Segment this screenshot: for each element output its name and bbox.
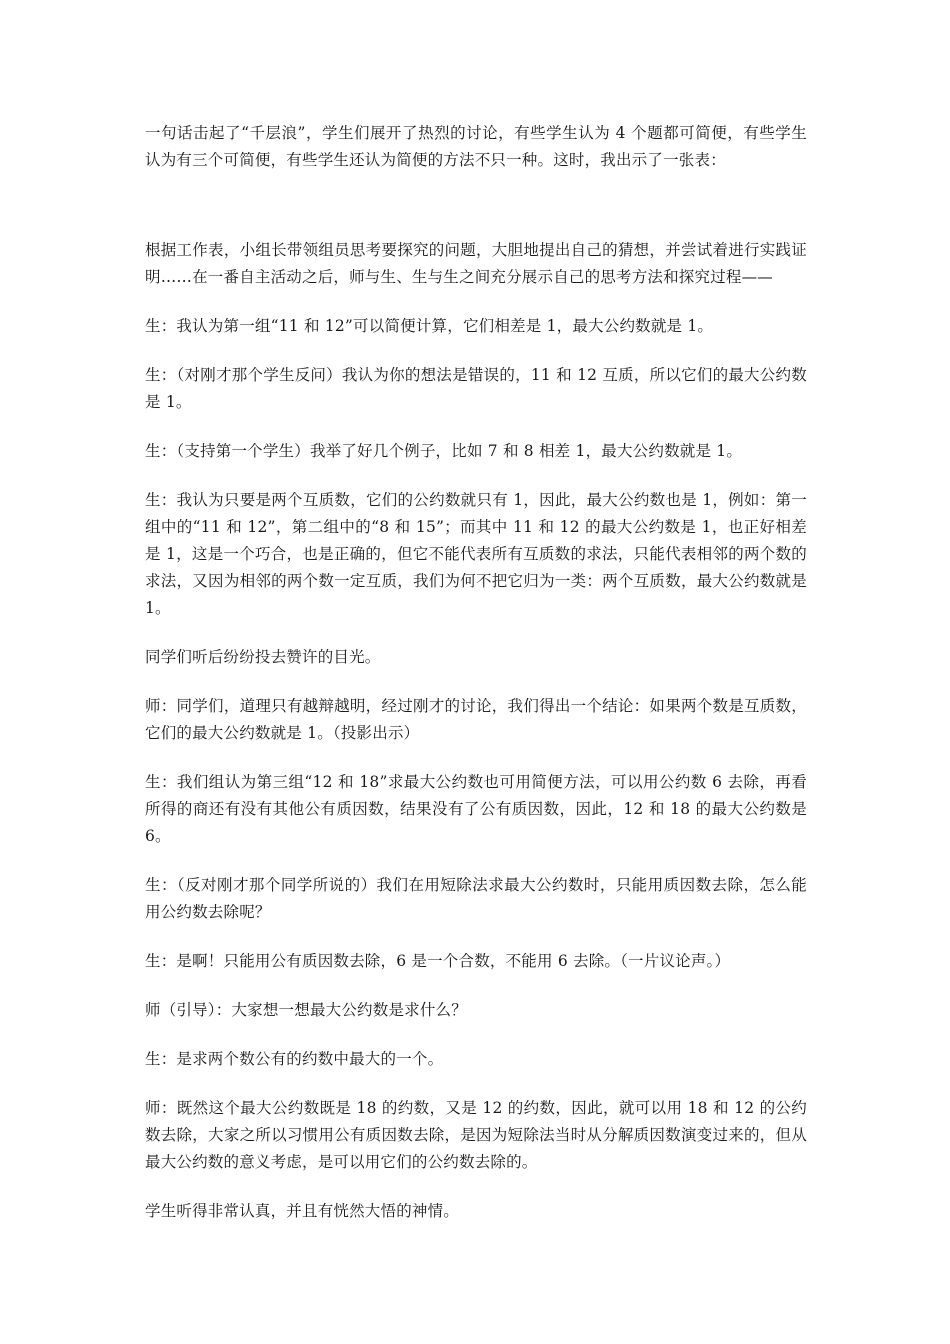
paragraph-student-1: 生：我认为第一组“11 和 12”可以简便计算，它们相差是 1，最大公约数就是 1。 (145, 317, 714, 335)
paragraph-student-2: 生：（对刚才那个学生反问）我认为你的想法是错误的，11 和 12 互质，所以它们的最大公约数是 1。 (145, 366, 807, 411)
paragraph-student-8: 生：是求两个数公有的约数中最大的一个。 (145, 1050, 444, 1068)
paragraph-narration-1: 同学们听后纷纷投去赞许的目光。 (145, 648, 381, 666)
paragraph-teacher-3: 师：既然这个最大公约数既是 18 的约数，又是 12 的约数，因此，就可以用 18 和 12 的公约数去除，大家之所以习惯用公有质因数去除，是因为短除法当时从分解质因数演变过来的，但从最大公约数的意义考虑，是可以用它们的公约数去除的。 (145, 1099, 807, 1171)
paragraph-student-5: 生：我们组认为第三组“12 和 18”求最大公约数也可用简便方法，可以用公约数 6 去除，再看所得的商还有没有其他公有质因数，结果没有了公有质因数，因此，12 和 18 的最大公约数是 6。 (145, 773, 807, 845)
paragraph-teacher-2: 师（引导）：大家想一想最大公约数是求什么？ (145, 1001, 467, 1019)
paragraph-student-7: 生：是啊！只能用公有质因数去除，6 是一个合数，不能用 6 去除。（一片议论声。） (145, 952, 731, 970)
paragraph-teacher-1: 师：同学们，道理只有越辩越明，经过刚才的讨论，我们得出一个结论：如果两个数是互质数，它们的最大公约数就是 1。（投影出示） (145, 697, 807, 742)
paragraph-worksheet: 根据工作表，小组长带领组员思考要探究的问题，大胆地提出自己的猜想，并尝试着进行实践证明……在一番自主活动之后，师与生、生与生之间充分展示自己的思考方法和探究过程—— (145, 241, 807, 286)
document-body (145, 120, 807, 1247)
paragraph-intro: 一句话击起了“千层浪”，学生们展开了热烈的讨论，有些学生认为 4 个题都可简便，有些学生认为有三个可简便，有些学生还认为简便的方法不只一种。这时，我出示了一张表： (145, 124, 807, 169)
paragraph-narration-2: 学生听得非常认真，并且有恍然大悟的神情。 (145, 1202, 460, 1220)
paragraph-student-6: 生：（反对刚才那个同学所说的）我们在用短除法求最大公约数时，只能用质因数去除，怎么能用公约数去除呢？ (145, 876, 807, 921)
paragraph-student-4: 生：我认为只要是两个互质数，它们的公约数就只有 1，因此，最大公约数也是 1，例如：第一组中的“11 和 12”，第二组中的“8 和 15”；而其中 11 和 12 的最大公约数是 1，也正好相差是 1，这是一个巧合，也是正确的，但它不能代表所有互质数的求法，只能代表相邻的两个数的求法，又因为相邻的两个数一定互质，我们为何不把它归为一类：两个互质数，最大公约数就是 1。 (145, 491, 807, 617)
paragraph-student-3: 生：（支持第一个学生）我举了好几个例子，比如 7 和 8 相差 1，最大公约数就是 1。 (145, 442, 743, 460)
